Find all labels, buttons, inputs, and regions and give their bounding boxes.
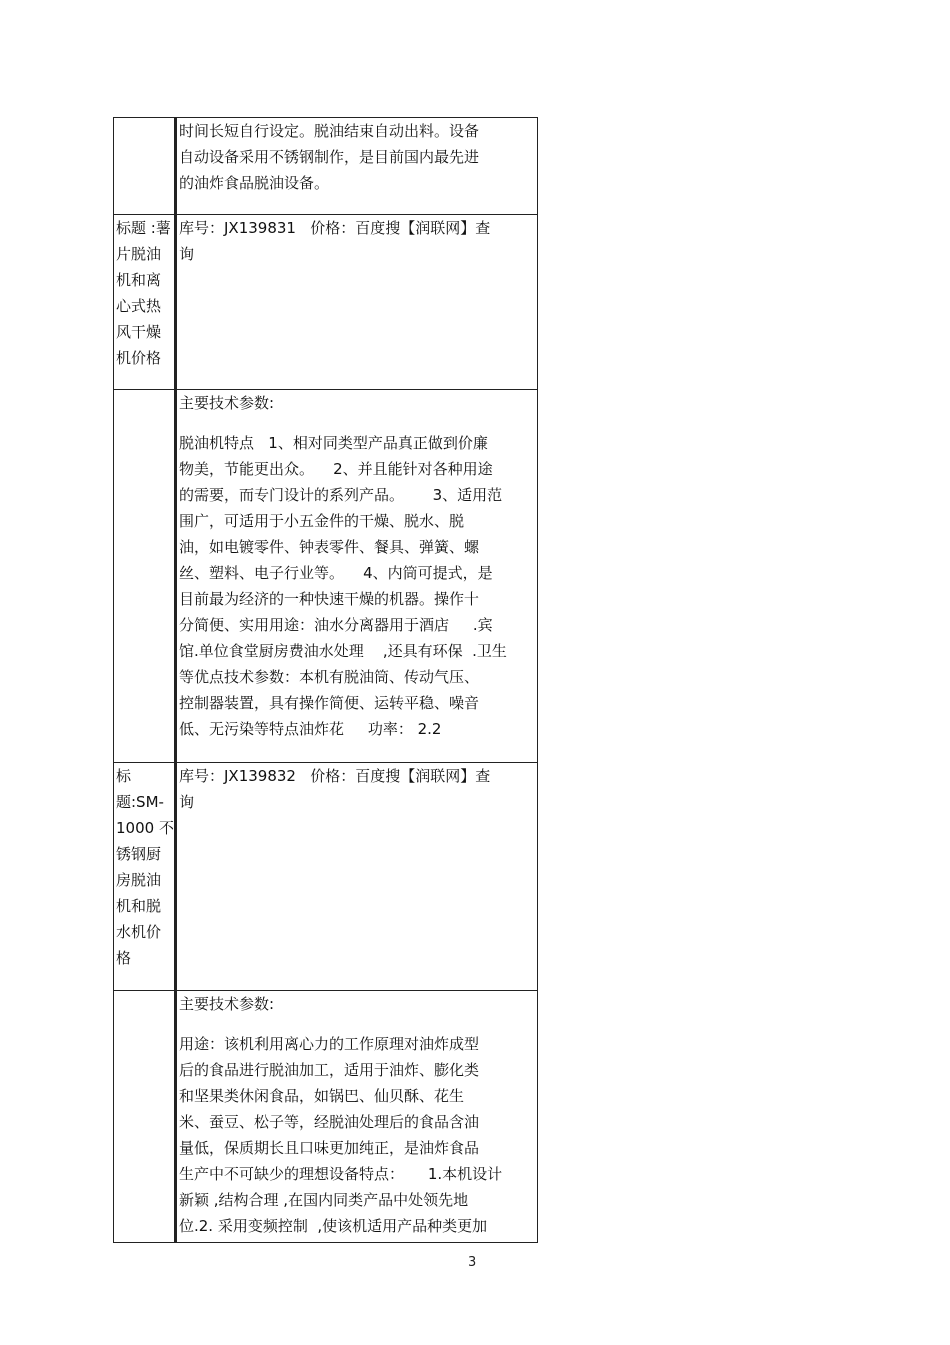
- text-line: 生产中不可缺少的理想设备特点： 1.本机设计: [179, 1165, 503, 1183]
- text-line: 控制器装置，具有操作简便、运转平稳、噪音: [179, 694, 480, 712]
- title-line: 格: [116, 949, 132, 967]
- row-content: [177, 991, 537, 1239]
- row-title-cell: [114, 763, 176, 991]
- text-line: 的油炸食品脱油设备。: [179, 174, 330, 192]
- row-title-cell: [114, 215, 176, 390]
- table-row: [114, 118, 538, 215]
- text-line: 库号：JX139832 价格：百度搜【润联网】查: [179, 767, 491, 785]
- row-content: [177, 118, 537, 196]
- section-heading: 主要技术参数:: [179, 394, 275, 412]
- row-content-cell: [176, 390, 538, 763]
- text-line: 时间长短自行设定。脱油结束自动出料。设备: [179, 122, 480, 140]
- title-line: 题:SM-: [116, 793, 164, 811]
- text-line: 馆.单位食堂厨房费油水处理 ,还具有环保 .卫生: [179, 642, 507, 660]
- product-table: [113, 117, 538, 1243]
- text-line: 等优点技术参数：本机有脱油筒、传动气压、: [179, 668, 480, 686]
- text-line: 分简便、实用用途：油水分离器用于酒店 .宾: [179, 616, 493, 634]
- text-line: 围广，可适用于小五金件的干燥、脱水、脱: [179, 512, 465, 530]
- row-title: [114, 215, 174, 371]
- row-content-cell: [176, 763, 538, 991]
- row-content-cell: [176, 118, 538, 215]
- title-line: 标: [116, 767, 132, 785]
- text-line: 脱油机特点 1、相对同类型产品真正做到价廉: [179, 434, 488, 452]
- row-title-cell: [114, 991, 176, 1243]
- title-line: 机和脱: [116, 897, 162, 915]
- title-line: 水机价: [116, 923, 162, 941]
- section-heading: 主要技术参数:: [179, 995, 275, 1013]
- text-line: 用途：该机利用离心力的工作原理对油炸成型: [179, 1035, 480, 1053]
- text-line: 量低，保质期长且口味更加纯正，是油炸食品: [179, 1139, 480, 1157]
- row-content: [177, 215, 537, 267]
- page-number: 3: [468, 1255, 477, 1270]
- text-line: 后的食品进行脱油加工，适用于油炸、膨化类: [179, 1061, 480, 1079]
- row-title: [114, 763, 174, 971]
- text-line: 自动设备采用不锈钢制作，是目前国内最先进: [179, 148, 480, 166]
- text-line: 油，如电镀零件、钟表零件、餐具、弹簧、螺: [179, 538, 480, 556]
- title-line: 机价格: [116, 349, 162, 367]
- text-line: 询: [179, 793, 195, 811]
- text-line: 询: [179, 245, 195, 263]
- text-line: 目前最为经济的一种快速干燥的机器。操作十: [179, 590, 480, 608]
- text-line: 库号：JX139831 价格：百度搜【润联网】查: [179, 219, 491, 237]
- title-line: 锈钢厨: [116, 845, 162, 863]
- table-row: [114, 763, 538, 991]
- row-title-cell: [114, 390, 176, 763]
- title-line: 1000 不: [116, 819, 174, 837]
- text-line: 的需要，而专门设计的系列产品。 3、适用范: [179, 486, 503, 504]
- title-line: 心式热: [116, 297, 162, 315]
- row-content: [177, 390, 537, 742]
- text-line: 新颖 ,结构合理 ,在国内同类产品中处领先地: [179, 1191, 469, 1209]
- row-content-cell: [176, 991, 538, 1243]
- row-content-cell: [176, 215, 538, 390]
- table-row: [114, 390, 538, 763]
- text-line: 物美，节能更出众。 2、并且能针对各种用途: [179, 460, 493, 478]
- text-line: 米、蚕豆、松子等，经脱油处理后的食品含油: [179, 1113, 480, 1131]
- title-line: 片脱油: [116, 245, 162, 263]
- table-row: [114, 991, 538, 1243]
- text-line: 丝、塑料、电子行业等。 4、内筒可提式，是: [179, 564, 493, 582]
- title-line: 标题 :薯: [116, 219, 171, 237]
- text-line: 位.2. 采用变频控制 ,使该机适用产品种类更加: [179, 1217, 488, 1235]
- title-line: 风干燥: [116, 323, 162, 341]
- text-line: 和坚果类休闲食品，如锅巴、仙贝酥、花生: [179, 1087, 465, 1105]
- title-line: 房脱油: [116, 871, 162, 889]
- text-line: 低、无污染等特点油炸花 功率： 2.2: [179, 720, 442, 738]
- table-row: [114, 215, 538, 390]
- row-title-cell: [114, 118, 176, 215]
- title-line: 机和离: [116, 271, 162, 289]
- row-content: [177, 763, 537, 815]
